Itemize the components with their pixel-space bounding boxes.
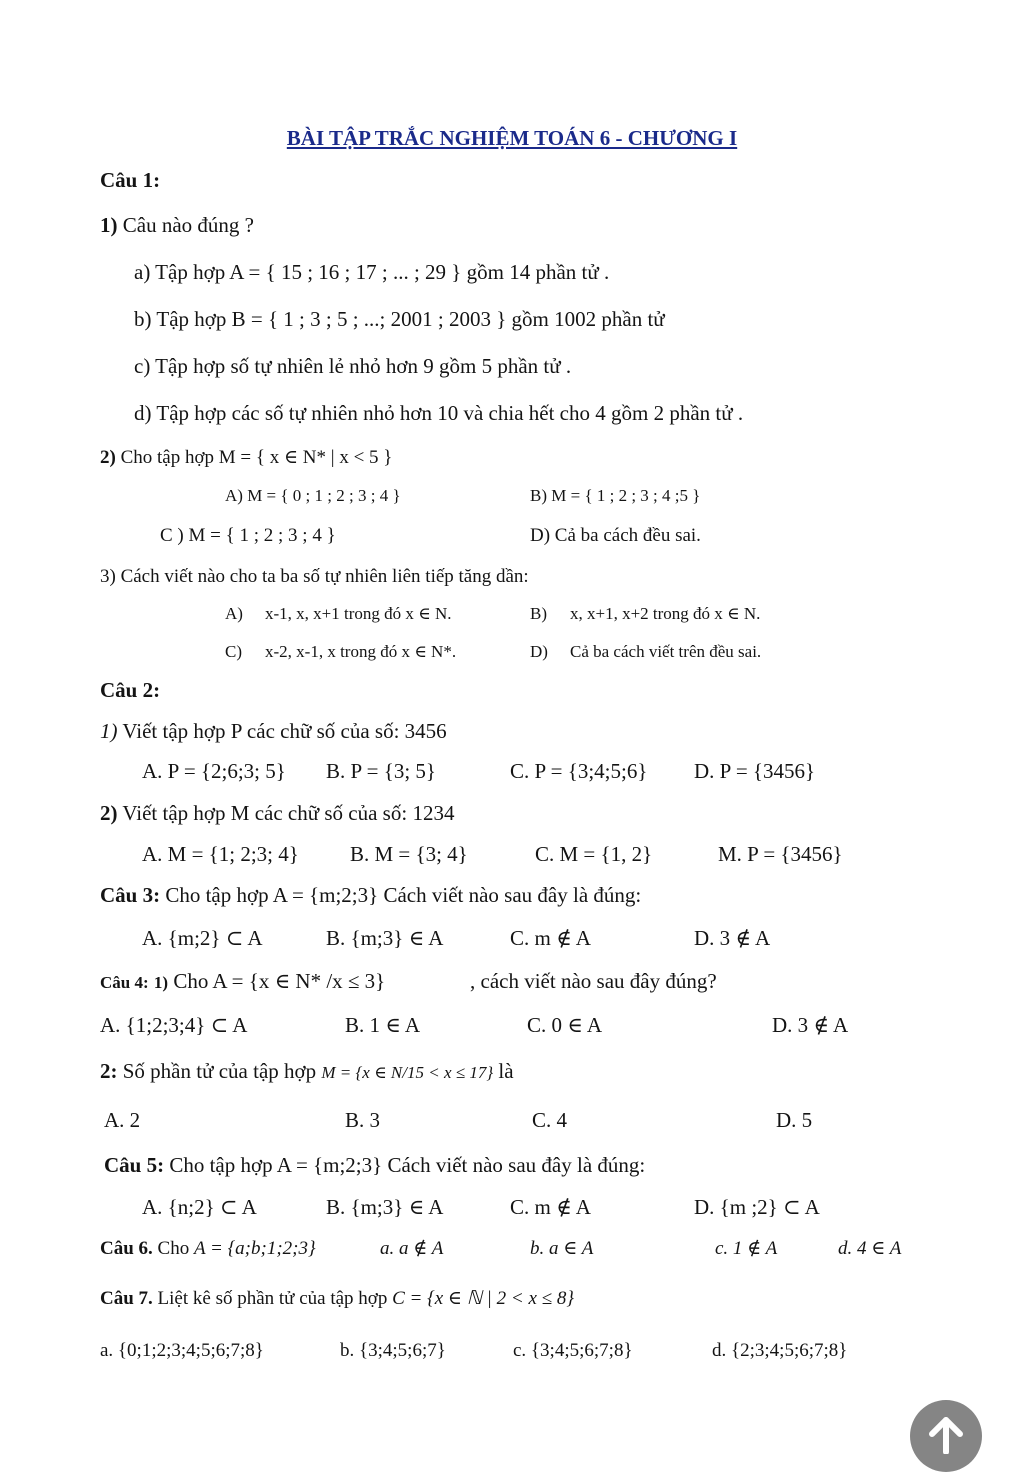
cau-1-q2-option-b: B) M = { 1 ; 2 ; 3 ; 4 ;5 } — [530, 486, 701, 505]
cau-5-label: Câu 5: — [104, 1153, 165, 1177]
cau-2-q2-option-b: B. M = {3; 4} — [350, 842, 468, 866]
cau-2-q2 — [100, 799, 454, 827]
page-title: BÀI TẬP TRẮC NGHIỆM TOÁN 6 - CHƯƠNG I — [286, 126, 738, 150]
cau-4-q1-num: 1) — [153, 973, 169, 992]
cau-1-q3-option-c-key: C) — [225, 642, 242, 661]
cau-1-q2-text: Cho tập hợp M = { x ∈ N* | x < 5 } — [120, 447, 393, 468]
cau-6-label: Câu 6. — [100, 1238, 153, 1259]
cau-7-option-d: d. {2;3;4;5;6;7;8} — [712, 1340, 848, 1361]
arrow-up-icon — [928, 1414, 964, 1454]
cau-6-option-b: b. a ∈ A — [530, 1238, 594, 1259]
cau-1-q3-option-a: x-1, x, x+1 trong đó x ∈ N. — [265, 604, 452, 623]
cau-1-q1-option-c: c) Tập hợp số tự nhiên lẻ nhỏ hơn 9 gồm 5 phần tử . — [134, 354, 572, 378]
cau-4-option-b: B. 1 ∈ A — [345, 1013, 421, 1037]
cau-3-option-c: C. m ∉ A — [510, 926, 591, 950]
cau-2-q2-option-a: A. M = {1; 2;3; 4} — [142, 842, 299, 866]
cau-1-q1-text: Câu nào đúng ? — [122, 213, 254, 237]
cau-4-q2-option-d: D. 5 — [776, 1108, 813, 1132]
cau-1-q3-option-d: Cả ba cách viết trên đều sai. — [570, 642, 762, 661]
cau-1-label: Câu 1: — [100, 168, 161, 192]
cau-4-label: Câu 4: — [100, 973, 149, 992]
cau-6-option-c: c. 1 ∉ A — [715, 1238, 778, 1259]
cau-4 — [100, 967, 385, 997]
cau-4-option-c: C. 0 ∈ A — [527, 1013, 603, 1037]
cau-7 — [100, 1285, 574, 1313]
cau-4-q2-text: Số phần tử của tập hợp — [122, 1059, 317, 1083]
cau-1-q1-option-d: d) Tập hợp các số tự nhiên nhỏ hơn 10 và chia hết cho 4 gồm 2 phần tử . — [134, 401, 744, 425]
cau-4-q2-option-a: A. 2 — [104, 1108, 141, 1132]
cau-2-q2-option-c: C. M = {1, 2} — [535, 842, 653, 866]
cau-1-q3-option-b-key: B) — [530, 604, 547, 623]
cau-7-set: C = {x ∈ ℕ | 2 < x ≤ 8} — [392, 1288, 574, 1309]
cau-2-q1-option-c: C. P = {3;4;5;6} — [510, 759, 648, 783]
cau-2-q1-num: 1) — [100, 719, 118, 743]
cau-3-option-b: B. {m;3} ∈ A — [326, 926, 444, 950]
cau-4-q1-text: Cho A = {x ∈ N* /x ≤ 3} — [173, 969, 386, 993]
cau-4-q1-tail: , cách viết nào sau đây đúng? — [470, 969, 717, 993]
cau-2-label: Câu 2: — [100, 678, 161, 702]
cau-2-q1-option-a: A. P = {2;6;3; 5} — [142, 759, 286, 783]
cau-3 — [100, 881, 641, 909]
cau-2-q1-option-d: D. P = {3456} — [694, 759, 816, 783]
cau-3-label: Câu 3: — [100, 883, 161, 907]
cau-4-q2-num: 2: — [100, 1059, 118, 1083]
cau-2-q1-text: Viết tập hợp P các chữ số của số: 3456 — [122, 719, 447, 743]
cau-1-q3-option-c: x-2, x-1, x trong đó x ∈ N*. — [265, 642, 457, 661]
cau-1-q1-option-b: b) Tập hợp B = { 1 ; 3 ; 5 ; ...; 2001 ; 2003 } gồm 1002 phần tử — [134, 307, 665, 331]
cau-1-q3-text: 3) Cách viết nào cho ta ba số tự nhiên liên tiếp tăng dần: — [100, 566, 529, 587]
scroll-top-button[interactable] — [910, 1400, 982, 1472]
cau-6-option-a: a. a ∉ A — [380, 1238, 444, 1259]
cau-4-q2-option-c: C. 4 — [532, 1108, 568, 1132]
cau-6-text: Cho — [157, 1238, 190, 1259]
cau-6 — [100, 1235, 316, 1263]
cau-7-text: Liệt kê số phần tử của tập hợp — [157, 1288, 388, 1309]
cau-1-q1 — [100, 211, 254, 239]
cau-2-q2-option-d: M. P = {3456} — [718, 842, 843, 866]
cau-5-option-d: D. {m ;2} ⊂ A — [694, 1195, 820, 1219]
cau-6-set: A = {a;b;1;2;3} — [193, 1238, 316, 1259]
cau-1-q2-option-c: C ) M = { 1 ; 2 ; 3 ; 4 } — [160, 525, 336, 546]
cau-1-q2-option-d: D) Cả ba cách đều sai. — [530, 525, 701, 546]
cau-7-label: Câu 7. — [100, 1288, 153, 1309]
cau-2-q2-num: 2) — [100, 801, 118, 825]
cau-1-q2-num: 2) — [100, 447, 116, 468]
cau-1-q2-option-a: A) M = { 0 ; 1 ; 2 ; 3 ; 4 } — [225, 486, 401, 505]
cau-3-option-d: D. 3 ∉ A — [694, 926, 771, 950]
cau-4-q2-tail: là — [498, 1059, 514, 1083]
cau-3-option-a: A. {m;2} ⊂ A — [142, 926, 263, 950]
cau-4-q2-option-b: B. 3 — [345, 1108, 381, 1132]
cau-5-option-b: B. {m;3} ∈ A — [326, 1195, 444, 1219]
cau-6-option-d: d. 4 ∈ A — [838, 1238, 902, 1259]
cau-2-q1-option-b: B. P = {3; 5} — [326, 759, 436, 783]
cau-7-option-c: c. {3;4;5;6;7;8} — [513, 1340, 633, 1361]
cau-4-option-a: A. {1;2;3;4} ⊂ A — [100, 1013, 248, 1037]
cau-5-text: Cho tập hợp A = {m;2;3} Cách viết nào sau đây là đúng: — [169, 1153, 646, 1177]
cau-5 — [104, 1151, 645, 1179]
cau-1-q1-option-a: a) Tập hợp A = { 15 ; 16 ; 17 ; ... ; 29 } gồm 14 phần tử . — [134, 260, 610, 284]
cau-3-text: Cho tập hợp A = {m;2;3} Cách viết nào sau đây là đúng: — [165, 883, 642, 907]
cau-1-q2 — [100, 444, 392, 472]
cau-4-q2-set: M = {x ∈ N/15 < x ≤ 17} — [321, 1063, 494, 1082]
cau-4-option-d: D. 3 ∉ A — [772, 1013, 849, 1037]
cau-5-option-c: C. m ∉ A — [510, 1195, 591, 1219]
cau-2-q2-text: Viết tập hợp M các chữ số của số: 1234 — [122, 801, 455, 825]
cau-7-option-b: b. {3;4;5;6;7} — [340, 1340, 446, 1361]
cau-4-q2 — [100, 1057, 514, 1087]
cau-7-option-a: a. {0;1;2;3;4;5;6;7;8} — [100, 1340, 264, 1361]
cau-1-q1-num: 1) — [100, 213, 118, 237]
cau-1-q3-option-d-key: D) — [530, 642, 548, 661]
cau-1-q3-option-b: x, x+1, x+2 trong đó x ∈ N. — [570, 604, 761, 623]
cau-5-option-a: A. {n;2} ⊂ A — [142, 1195, 257, 1219]
cau-2-q1 — [100, 717, 447, 745]
cau-1-q3-option-a-key: A) — [225, 604, 243, 623]
